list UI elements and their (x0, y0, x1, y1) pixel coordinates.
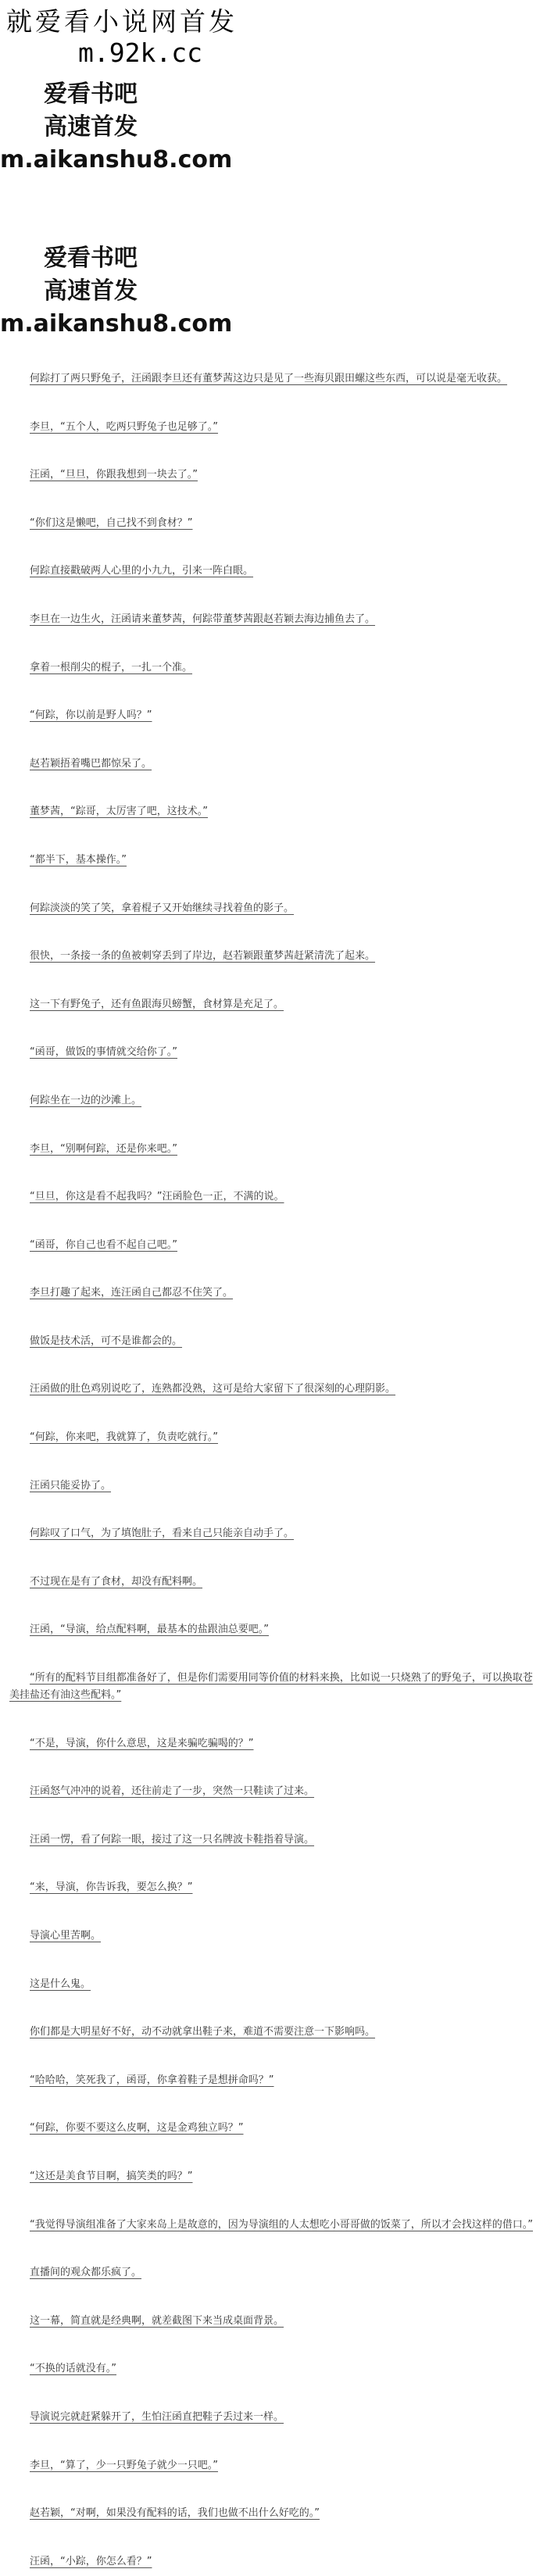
paragraph: 李旦在一边生火，汪函请来董梦茜，何踪带董梦茜跟赵若颖去海边捕鱼去了。 (30, 613, 376, 625)
paragraph: “何踪，你要不要这么皮啊，这是金鸡独立吗？” (30, 2122, 244, 2135)
promo-tagline: 高速首发 (44, 113, 138, 141)
paragraph: “不换的话就没有。” (30, 2363, 116, 2375)
promo-url[interactable]: m.aikanshu8.com (0, 146, 233, 173)
paragraph: 李旦，“五个人，吃两只野兔子也足够了。” (30, 420, 218, 433)
paragraph: 汪函一愣，看了何踪一眼，接过了这一只名牌波卡鞋指着导演。 (30, 1833, 315, 1845)
paragraph: “旦旦，你这是看不起我吗？”汪函脸色一正，不满的说。 (30, 1191, 284, 1203)
promo-block (0, 78, 232, 177)
paragraph: “都半下，基本操作。” (30, 853, 127, 866)
paragraph: 汪函只能妥协了。 (30, 1479, 112, 1492)
paragraph: 赵若颖捂着嘴巴都惊呆了。 (30, 757, 152, 770)
paragraph: 何踪叹了口气，为了填饱肚子，看来自己只能亲自动手了。 (30, 1527, 295, 1540)
paragraph: “这还是美食节目啊，搞笑类的吗？” (30, 2170, 193, 2182)
paragraph: 何踪淡淡的笑了笑，拿着棍子又开始继续寻找着鱼的影子。 (30, 902, 295, 914)
paragraph: 何踪坐在一边的沙滩上。 (30, 1094, 142, 1106)
paragraph: “所有的配料节目组都准备好了，但是你们需要用同等价值的材料来换，比如说一只烧熟了的野兔子，可以换取苍美挂盐还有油这些配料。” (9, 1672, 533, 1702)
paragraph: “何踪，你来吧，我就算了，负责吃就行。” (30, 1431, 218, 1444)
paragraph: “函哥，你自己也看不起自己吧。” (30, 1238, 177, 1251)
paragraph: 汪函做的肚色鸡别说吃了，连熟都没熟，这可是给大家留下了很深刻的心理阴影。 (30, 1383, 396, 1395)
paragraph: “我觉得导演组准备了大家来岛上是故意的，因为导演组的人太想吃小哥哥做的饭菜了，所以才会找这样的借口。” (30, 2218, 533, 2231)
paragraph: 李旦打趣了起来，连汪函自己都忍不住笑了。 (30, 1287, 234, 1299)
paragraph: 何踪直接戳破两人心里的小九九，引来一阵白眼。 (30, 565, 254, 577)
promo-url[interactable]: m.aikanshu8.com (0, 310, 233, 338)
paragraph: 拿着一根削尖的棍子，一扎一个准。 (30, 661, 193, 673)
paragraph: “函哥，做饭的事情就交给你了。” (30, 1046, 177, 1059)
site-title: 就爱看小说网首发 (6, 6, 238, 37)
paragraph: 赵若颖，“对啊，如果没有配料的话，我们也做不出什么好吃的。” (30, 2507, 320, 2520)
paragraph: 李旦，“算了，少一只野兔子就少一只吧。” (30, 2459, 218, 2471)
paragraph: 这是什么鬼。 (30, 1978, 91, 1990)
promo-name: 爱看书吧 (44, 80, 138, 108)
paragraph: 这一下有野兔子，还有鱼跟海贝螃蟹，食材算是充足了。 (30, 998, 284, 1010)
paragraph: 汪函怒气冲冲的说着，还往前走了一步，突然一只鞋读了过来。 (30, 1785, 315, 1798)
paragraph: 直播间的观众都乐疯了。 (30, 2267, 142, 2279)
paragraph: 董梦茜，“踪哥，太厉害了吧，这技术。” (30, 806, 208, 818)
paragraph: “哈哈哈，笑死我了，函哥，你拿着鞋子是想拼命吗？” (30, 2074, 274, 2086)
promo-tagline: 高速首发 (44, 277, 138, 305)
paragraph: 这一幕，简直就是经典啊，就差截图下来当成桌面背景。 (30, 2314, 284, 2327)
paragraph: 导演心里苦啊。 (30, 1930, 102, 1942)
paragraph: 汪函，“旦旦，你跟我想到一块去了。” (30, 469, 198, 481)
paragraph: 导演说完就赶紧躲开了，生怕汪函直把鞋子丢过来一样。 (30, 2410, 284, 2423)
paragraph: 李旦，“别啊何踪，还是你来吧。” (30, 1142, 177, 1155)
paragraph: “来，导演，你告诉我，要怎么换？” (30, 1881, 193, 1894)
paragraph: “你们这是懒吧，自己找不到食材？” (30, 516, 193, 529)
paragraph: 做饭是技术活，可不是谁都会的。 (30, 1334, 183, 1347)
paragraph: 汪函，“导演，给点配料啊，最基本的盐跟油总要吧。” (30, 1624, 269, 1636)
paragraph: 汪函，“小踪，你怎么看？” (30, 2555, 152, 2567)
paragraph: “不是，导演，你什么意思，这是来骗吃骗喝的？” (30, 1737, 254, 1749)
paragraph: 很快，一条接一条的鱼被刺穿丢到了岸边，赵若颖跟董梦茜赶紧清洗了起来。 (30, 950, 376, 963)
paragraph: 何踪打了两只野兔子，汪函跟李旦还有董梦茜这边只是见了一些海贝跟田螺这些东西，可以说是毫无收获。 (30, 373, 508, 384)
promo-block (0, 242, 232, 341)
chapter-content (9, 370, 538, 2571)
paragraph: 不过现在是有了食材，却没有配料啊。 (30, 1575, 203, 1588)
paragraph: “何踪，你以前是野人吗？” (30, 709, 152, 722)
site-url[interactable]: m.92k.cc (78, 38, 202, 68)
paragraph: 你们都是大明星好不好，动不动就拿出鞋子来，难道不需要注意一下影响吗。 (30, 2026, 376, 2038)
promo-name: 爱看书吧 (44, 245, 138, 272)
